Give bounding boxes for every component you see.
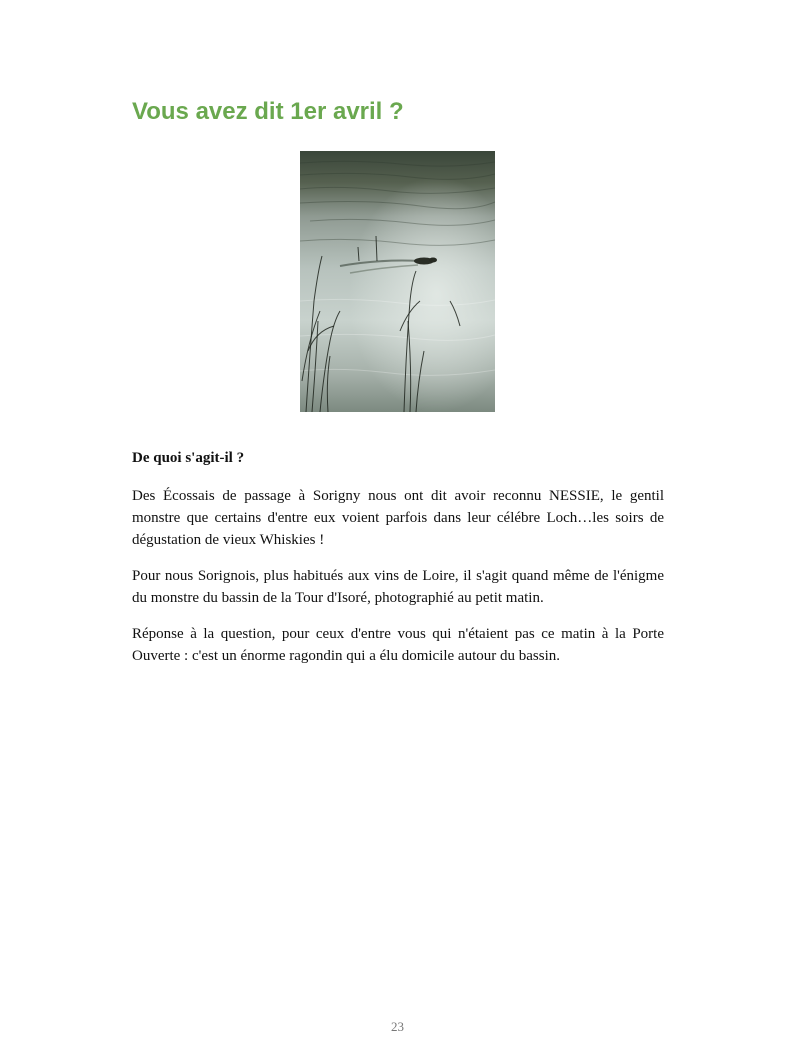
paragraph: Des Écossais de passage à Sorigny nous ont dit avoir reconnu NESSIE, le gentil monstre que certains d'entre eux voient parfois dans leur célébre Loch…les soirs de dégustation de vieux Whiskies ! [132, 488, 664, 548]
pond-photo [300, 151, 495, 412]
page-title: Vous avez dit 1er avril ? [132, 98, 404, 125]
section-heading: De quoi s'agit-il ? [132, 450, 245, 466]
paragraph: Pour nous Sorignois, plus habitués aux vins de Loire, il s'agit quand même de l'énigme du monstre du bassin de la Tour d'Isoré, photographié au petit matin. [132, 568, 664, 606]
paragraph: Réponse à la question, pour ceux d'entre vous qui n'étaient pas ce matin à la Porte Ouverte : c'est un énorme ragondin qui a élu domicile autour du bassin. [132, 626, 664, 664]
page-number: 23 [391, 1019, 404, 1034]
